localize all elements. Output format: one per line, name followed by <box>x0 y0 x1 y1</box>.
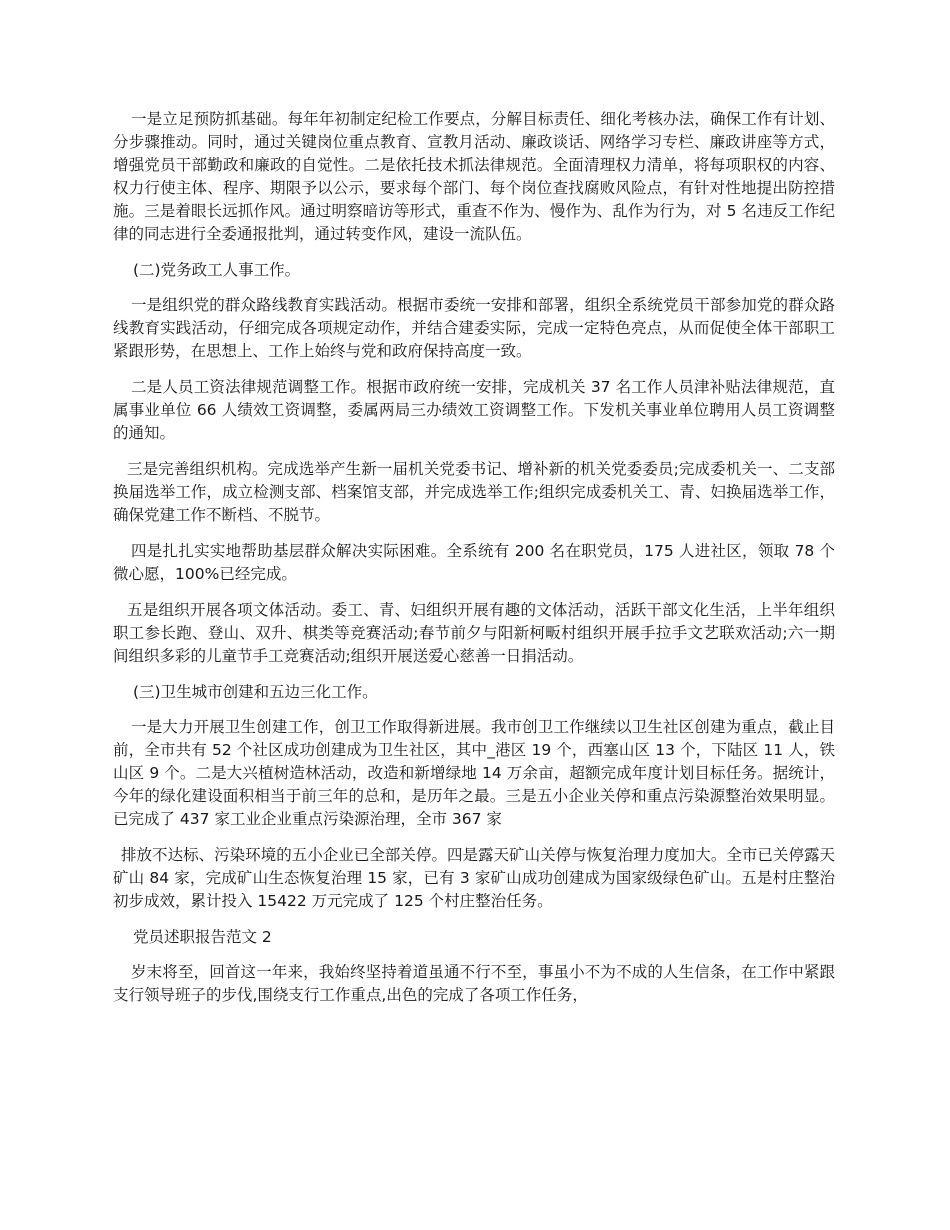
paragraph-mass-line: 一是组织党的群众路线教育实践活动。根据市委统一安排和部署，组织全系统党员干部参加党的群众路线教育实践活动，仔细完成各项规定动作，并结合建委实际，完成一定特色亮点，从而促使全体干部职工紧跟形势，在思想上、工作上始终与党和政府保持高度一致。 <box>113 296 835 360</box>
section-heading-sample-2: 党员述职报告范文 2 <box>133 928 272 946</box>
paragraph-salary-adjustment: 二是人员工资法律规范调整工作。根据市政府统一安排，完成机关 37 名工作人员津补贴法律规范，直属事业单位 66 人绩效工资调整，委属两局三办绩效工资调整工作。下发机关事业单位聘用人员工资调整的通知。 <box>113 378 835 442</box>
document-page <box>113 108 835 1020</box>
paragraph-cultural-activities: 五是组织开展各项文体活动。委工、青、妇组织开展有趣的文体活动，活跃干部文化生活，上半年组织职工参长跑、登山、双升、棋类等竞赛活动;春节前夕与阳新柯畈村组织开展手拉手文艺联欢活动;六一期间组织多彩的儿童节手工竞赛活动;组织开展送爱心慈善一日捐活动。 <box>113 601 835 665</box>
section-heading-party-affairs: (二)党务政工人事工作。 <box>133 261 301 279</box>
paragraph-organization: 三是完善组织机构。完成选举产生新一届机关党委书记、增补新的机关党委委员;完成委机关一、二支部换届选举工作，成立检测支部、档案馆支部，并完成选举工作;组织完成委机关工、青、妇换届选举工作，确保党建工作不断档、不脱节。 <box>113 460 835 524</box>
paragraph-sanitation-work: 一是大力开展卫生创建工作，创卫工作取得新进展。我市创卫工作继续以卫生社区创建为重点，截止目前，全市共有 52 个社区成功创建成为卫生社区，其中_港区 19 个，西塞山区 13 个，下陆区 11 人，铁山区 9 个。二是大兴植树造林活动，改造和新增绿地 14 万余亩，超额完成年度计划目标任务。据统计，今年的绿化建设面积相当于前三年的总和，是历年之最。三是五小企业关停和重点污染源整治效果明显。已完成了 437 家工业企业重点污染源治理，全市 367 家 <box>113 718 835 828</box>
paragraph-year-end: 岁末将至，回首这一年来，我始终坚持着道虽通不行不至，事虽小不为不成的人生信条，在工作中紧跟支行领导班子的步伐,围绕支行工作重点,出色的完成了各项工作任务， <box>113 963 835 1004</box>
paragraph-mining-restoration: 排放不达标、污染环境的五小企业已全部关停。四是露天矿山关停与恢复治理力度加大。全市已关停露天矿山 84 家，完成矿山生态恢复治理 15 家，已有 3 家矿山成功创建成为国家级绿色矿山。五是村庄整治初步成效，累计投入 15422 万元完成了 125 个村庄整治任务。 <box>113 846 835 910</box>
paragraph-prevention: 一是立足预防抓基础。每年年初制定纪检工作要点，分解目标责任、细化考核办法，确保工作有计划、分步骤推动。同时，通过关键岗位重点教育、宣教月活动、廉政谈话、网络学习专栏、廉政讲座等方式，增强党员干部勤政和廉政的自觉性。二是依托技术抓法律规范。全面清理权力清单，将每项职权的内容、权力行使主体、程序、期限予以公示，要求每个部门、每个岗位查找腐败风险点，有针对性地提出防控措施。三是着眼长远抓作风。通过明察暗访等形式，重查不作为、慢作为、乱作为行为，对 5 名违反工作纪律的同志进行全委通报批判，通过转变作风，建设一流队伍。 <box>113 110 835 243</box>
paragraph-grassroots-help: 四是扎扎实实地帮助基层群众解决实际困难。全系统有 200 名在职党员，175 人进社区，领取 78 个微心愿，100%已经完成。 <box>113 542 835 583</box>
section-heading-sanitation: (三)卫生城市创建和五边三化工作。 <box>133 683 378 701</box>
